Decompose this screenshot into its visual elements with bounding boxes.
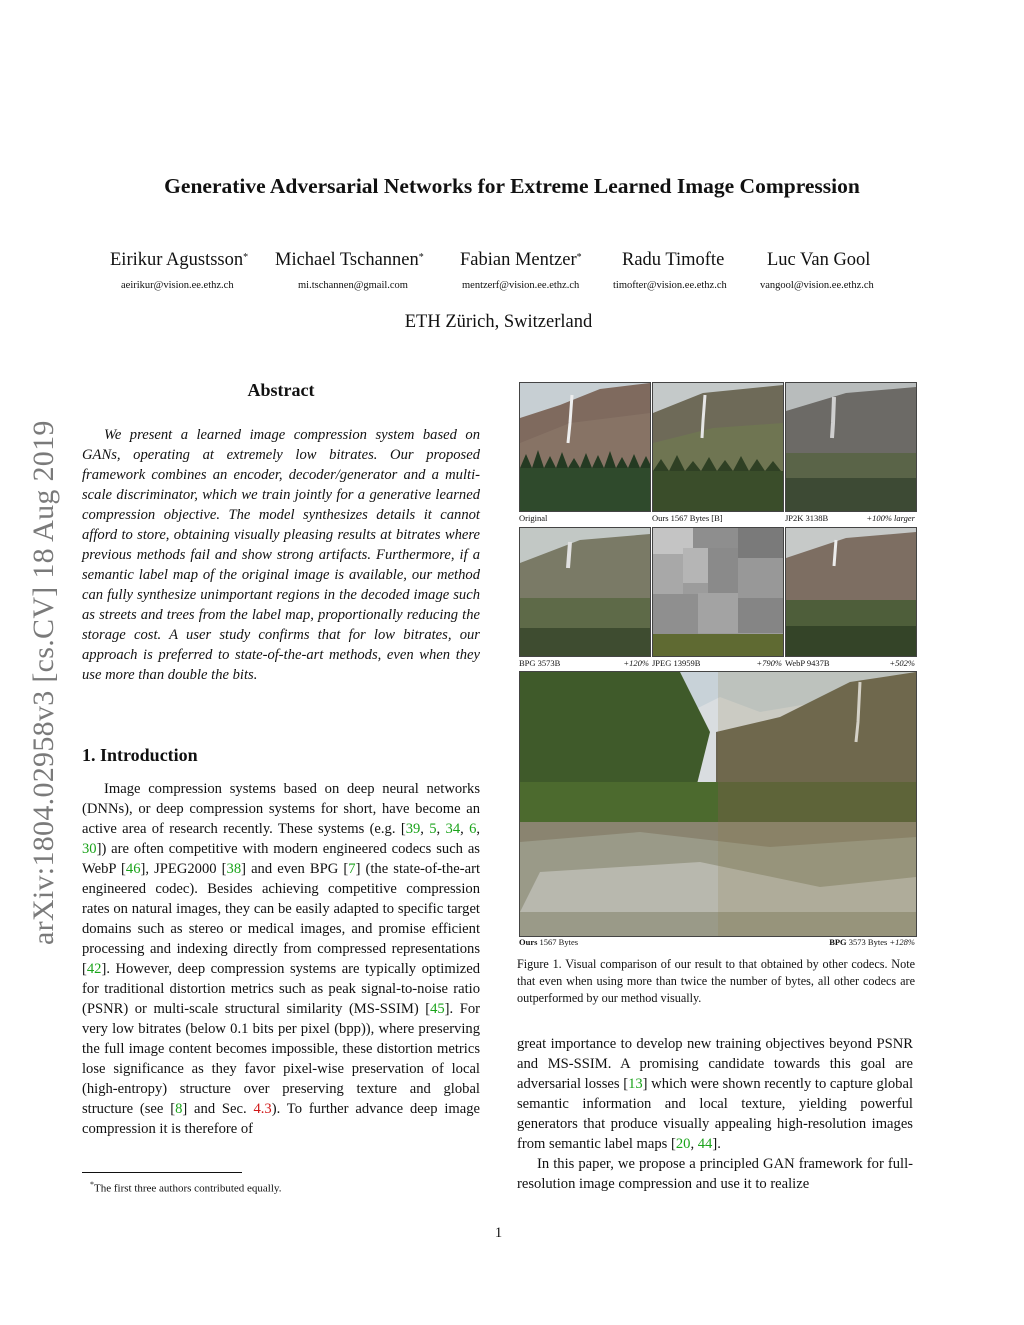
citation-link[interactable]: 20	[675, 1136, 691, 1152]
arxiv-id: arXiv:1804.02958v3 [cs.CV] 18 Aug 2019	[27, 420, 60, 945]
footnote: *The first three authors contributed equally.	[90, 1180, 282, 1195]
figure-tile-webp	[785, 527, 917, 657]
section-heading: 1. Introduction	[82, 745, 198, 765]
author-name: Fabian Mentzer*	[460, 250, 582, 270]
tile-caption: Original	[519, 513, 548, 523]
citation-link[interactable]: 44	[697, 1136, 713, 1152]
figure-tile-ours	[652, 382, 784, 512]
author-name: Michael Tschannen*	[275, 250, 424, 270]
right-column-text	[517, 1034, 913, 1194]
text-run: great importance to develop new training objectives beyond PSNR and MS-SSIM. A promising candidate towards this goal are adversarial losses [	[517, 1036, 913, 1092]
text-run: ] (the state-of-the-art engineered codec). Besides achieving competitive compression rates on natural images, they can be easily adapted to specific target domains such as stereo or medical images, and promise efficient processing and indexing directly from compressed representations [	[82, 861, 481, 977]
arxiv-stamp	[22, 345, 66, 945]
text-run: ] and even BPG [	[241, 861, 349, 877]
text-run: ,	[690, 1136, 698, 1152]
author-email: timofter@vision.ee.ethz.ch	[613, 280, 727, 291]
text-run: Image compression systems based on deep neural networks (DNNs), or deep compression systems for short, have become an active area of research recently. These systems (e.g. [	[82, 781, 480, 837]
citation-link[interactable]: 7	[348, 861, 356, 877]
text-run: ,	[420, 821, 430, 837]
citation-link[interactable]: 13	[628, 1076, 643, 1092]
tile-caption: Ours 1567 Bytes [B]	[652, 513, 723, 523]
author-email: mi.tschannen@gmail.com	[298, 280, 408, 291]
figure-landscape-comparison	[519, 671, 917, 937]
author-name: Eirikur Agustsson*	[110, 250, 249, 270]
figure-tile-jpeg	[652, 527, 784, 657]
citation-link[interactable]: 45	[430, 1001, 445, 1017]
author-email: vangool@vision.ee.ethz.ch	[760, 280, 874, 291]
text-run: ,	[436, 821, 446, 837]
paper-title: Generative Adversarial Networks for Extreme Learned Image Compression	[164, 174, 860, 198]
tile-caption: WebP 9437B +502%	[785, 658, 915, 668]
landscape-caption: Ours 1567 Bytes BPG 3573 Bytes +128%	[519, 937, 915, 947]
text-run: ). To further advance deep image compression it is therefore of	[82, 1101, 480, 1137]
paragraph	[517, 1034, 913, 1154]
text-run: ], JPEG2000 [	[140, 861, 227, 877]
text-run: ] which were shown recently to capture global semantic information and local texture, yielding powerful generators that produce visually appealing high-resolution images from semantic label maps [	[517, 1076, 913, 1152]
citation-link[interactable]: 30	[82, 841, 97, 857]
author-email: aeirikur@vision.ee.ethz.ch	[121, 280, 234, 291]
text-run: ]. However, deep compression systems are typically optimized for traditional distortion metrics such as peak signal-to-noise ratio (PSNR) or multi-scale structural similarity (MS-SSIM) [	[82, 961, 480, 1017]
author-name: Luc Van Gool	[767, 250, 871, 270]
tile-caption: JPEG 13959B +790%	[652, 658, 782, 668]
tile-caption: BPG 3573B +120%	[519, 658, 649, 668]
citation-link[interactable]: 8	[175, 1101, 183, 1117]
citation-link[interactable]: 5	[429, 821, 437, 837]
abstract-text: We present a learned image compression system based on GANs, operating at extremely low bitrates. Our proposed framework combines an encoder, decoder/generator and a multi-scale discriminator, which we train jointly for a generative learned compression objective. The model synthesizes details it cannot afford to store, obtaining visually pleasing results at bitrates where previous methods fail and show strong artifacts. Furthermore, if a semantic label map of the original image is available, our method can fully synthesize unimportant regions in the decoded image such as streets and trees from the label map, proportionally reducing the storage cost. A user study confirms that for low bitrates, our approach is preferred to state-of-the-art methods, even when they use more than double the bits.	[82, 427, 480, 683]
figure-tile-bpg	[519, 527, 651, 657]
text-run: ,	[476, 821, 481, 837]
citation-link[interactable]: 42	[86, 961, 102, 977]
text-run: ] and Sec.	[182, 1101, 254, 1117]
paragraph: In this paper, we propose a principled GAN framework for full-resolution image compression and use it to realize	[517, 1156, 913, 1192]
footnote-rule	[82, 1172, 242, 1173]
figure-caption: Figure 1. Visual comparison of our result to that obtained by other codecs. Note that even when using more than twice the number of bytes, all other codecs are outperformed by our method visually.	[517, 957, 915, 1005]
citation-link[interactable]: 6	[469, 821, 477, 837]
page-number: 1	[494, 1225, 503, 1241]
text-run: ]. For very low bitrates (below 0.1 bits per pixel (bpp)), where preserving the full image content becomes impossible, these distortion metrics lose significance as they favor pixel-wise preservation of local (high-entropy) structure over preserving texture and global structure (see [	[82, 1001, 480, 1117]
figure-tile-jp2k	[785, 382, 917, 512]
text-run: ]) are often competitive with modern engineered codecs such as WebP [	[82, 841, 480, 877]
citation-link[interactable]: 38	[226, 861, 242, 877]
citation-link[interactable]: 39	[405, 821, 421, 837]
tile-caption: JP2K 3138B +100% larger	[785, 513, 915, 523]
abstract-heading: Abstract	[247, 380, 315, 400]
affiliation: ETH Zürich, Switzerland	[404, 312, 593, 332]
section-ref-link[interactable]: 4.3	[253, 1101, 272, 1117]
citation-link[interactable]: 34	[445, 821, 461, 837]
figure-tile-original	[519, 382, 651, 512]
author-name: Radu Timofte	[622, 250, 725, 270]
text-run: ,	[460, 821, 470, 837]
text-run: ].	[712, 1136, 721, 1152]
author-email: mentzerf@vision.ee.ethz.ch	[462, 280, 580, 291]
citation-link[interactable]: 46	[125, 861, 141, 877]
introduction-text	[82, 779, 480, 1139]
author-list	[0, 250, 1024, 274]
